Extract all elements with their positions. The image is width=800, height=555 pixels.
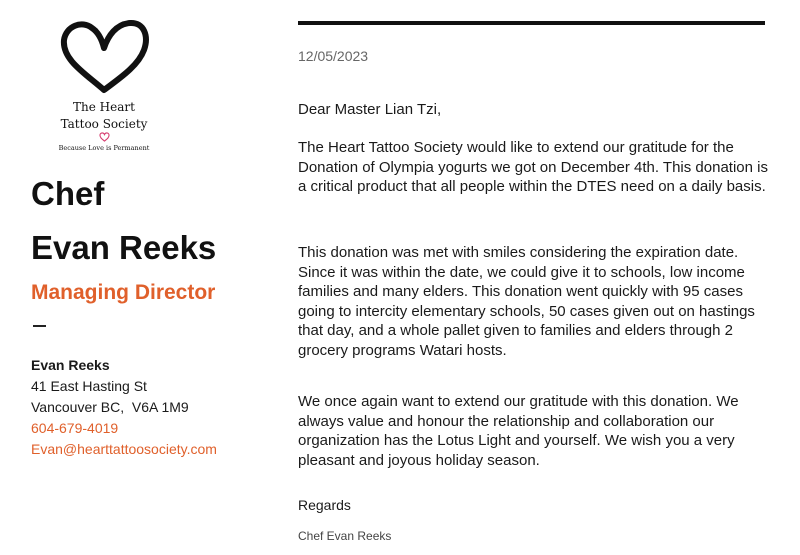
letter-date: 12/05/2023 <box>298 48 369 64</box>
logo-text-line1: The Heart <box>73 100 135 114</box>
heart-logo-icon <box>56 18 152 98</box>
sender-name: Evan Reeks <box>31 229 217 266</box>
sender-title: Chef <box>31 175 105 212</box>
header-rule <box>298 21 765 25</box>
address-line1: 41 East Hasting St <box>31 378 147 394</box>
salutation: Dear Master Lian Tzi, <box>298 101 442 118</box>
letter-body <box>298 0 768 555</box>
paragraph-1: The Heart Tattoo Society would like to extend our gratitude for the Donation of Olympia yogurts we got on December 4th. This donation is a critical product that all people within the DTES need on a daily basis. <box>298 139 768 195</box>
small-heart-icon <box>99 132 110 142</box>
logo-tagline: Because Love is Permanent <box>58 144 150 152</box>
sender-role: Managing Director <box>31 281 216 304</box>
paragraph-2: This donation was met with smiles considering the expiration date. Since it was within the date, we could give it to schools, low income families and many elders. This donation went quickly with 95 cases going to intercity elementary schools, 50 cases given out on hastings that day, and a whole pallet given to families and elders through 2 grocery programs Watari hosts. <box>298 244 755 359</box>
phone-link[interactable]: 604-679-4019 <box>31 420 119 436</box>
address-line2: Vancouver BC, V6A 1M9 <box>31 399 189 415</box>
paragraph-3: We once again want to extend our gratitude with this donation. We always value and honour the relationship and collaboration our organization has the Lotus Light and yourself. We wish you a very pleasant and joyous holiday season. <box>298 393 739 469</box>
closing: Regards <box>298 497 351 513</box>
sender-column <box>0 0 285 555</box>
logo-text-line2: Tattoo Society <box>60 117 148 131</box>
divider-dash <box>33 325 46 327</box>
email-link[interactable]: Evan@hearttattoosociety.com <box>31 441 217 457</box>
organization-logo <box>44 18 164 158</box>
contact-block <box>31 355 217 460</box>
signature: Chef Evan Reeks <box>298 529 392 543</box>
contact-name: Evan Reeks <box>31 357 110 373</box>
